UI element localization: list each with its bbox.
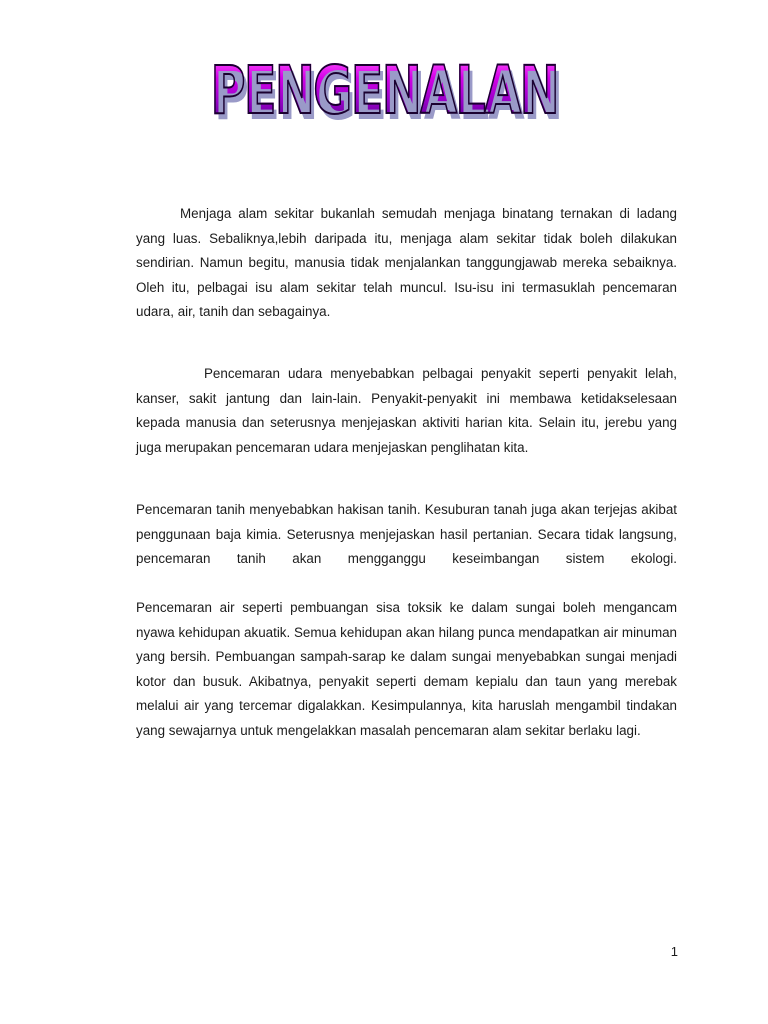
paragraph-soil-pollution: Pencemaran tanih menyebabkan hakisan tanih. Kesuburan tanah juga akan terjejas akibat penggunaan baja kimia. Seterusnya menjejaskan hasil pertanian. Secara tidak langsung, pencemaran tanih akan mengganggu keseimbangan sistem ekologi. <box>136 502 677 566</box>
page-title: PENGENALAN <box>206 58 562 124</box>
paragraph-air-pollution: Pencemaran udara menyebabkan pelbagai penyakit seperti penyakit lelah, kanser, sakit jantung dan lain-lain. Penyakit-penyakit ini membawa ketidakselesaan kepada manusia dan seterusnya menjejaskan aktiviti harian kita. Selain itu, jerebu yang juga merupakan pencemaran udara menjejaskan penglihatan kita. <box>136 366 677 455</box>
paragraph-intro: Menjaga alam sekitar bukanlah semudah menjaga binatang ternakan di ladang yang luas. Sebaliknya,lebih daripada itu, menjaga alam sekitar tidak boleh dilakukan sendirian. Namun begitu, manusia tidak menjalankan tanggungjawab mereka sebaiknya. Oleh itu, pelbagai isu alam sekitar telah muncul. Isu-isu ini termasuklah pencemaran udara, air, tanih dan sebagainya. <box>136 206 677 319</box>
title-container <box>0 52 768 129</box>
page-number: 1 <box>670 944 678 959</box>
paragraph-water-pollution: Pencemaran air seperti pembuangan sisa toksik ke dalam sungai boleh mengancam nyawa kehidupan akuatik. Semua kehidupan akan hilang punca mendapatkan air minuman yang bersih. Pembuangan sampah-sarap ke dalam sungai menyebabkan sungai menjadi kotor dan busuk. Akibatnya, penyakit seperti demam kepialu dan taun yang merebak melalui air yang tercemar digalakkan. Kesimpulannya, kita haruslah mengambil tindakan yang sewajarnya untuk mengelakkan masalah pencemaran alam sekitar berlaku lagi. <box>136 600 677 738</box>
